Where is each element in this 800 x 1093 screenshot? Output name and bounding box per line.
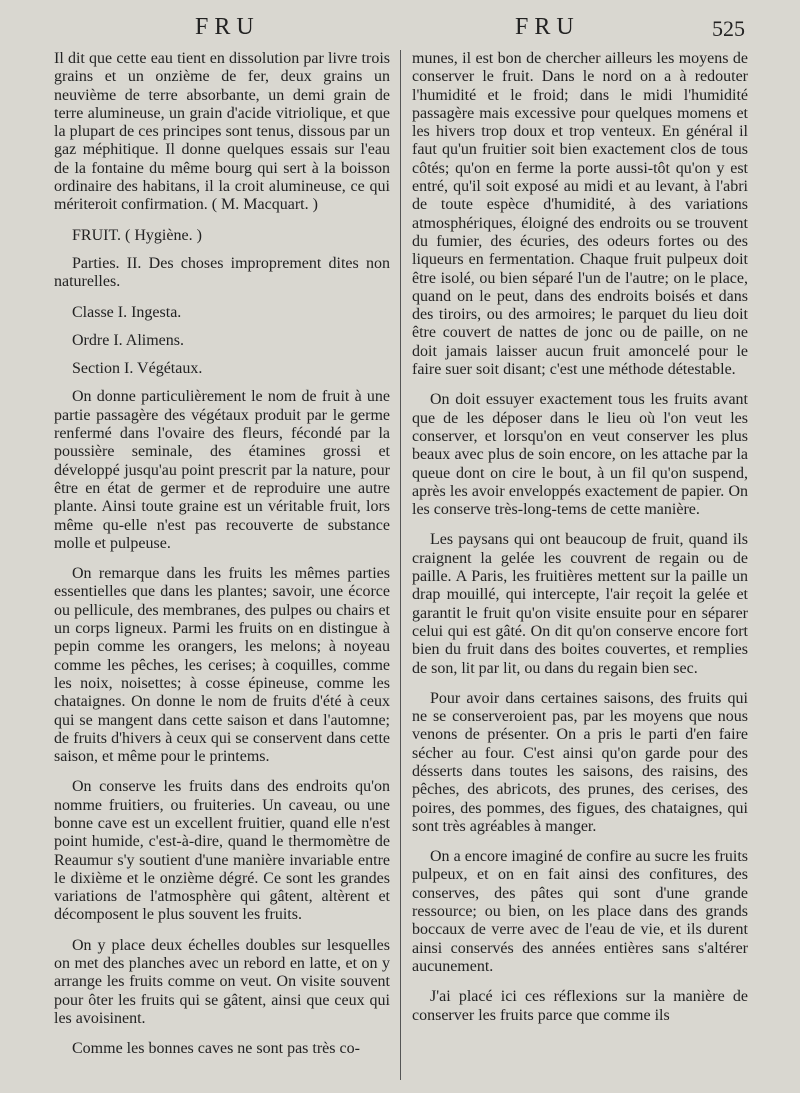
page-number: 525 [712, 16, 745, 41]
paragraph: munes, il est bon de chercher ailleurs les moyens de conserver le fruit. Dans le nord on a à redouter l'humidité et le froid; dans le midi l'humidité passagère mais excessive pour quelques momens et les hivers trop doux et trop venteux. En général il faut qu'un fruitier soit bien exactement clos de tous côtés; qu'on en ferme la porte aussi-tôt qu'on y est entré, qu'il soit exposé au midi et au levant, à l'abri de toute espèce d'humidité, à des variations atmosphériques, éloigné des endroits ou se trouvent du fumier, des écuries, des odeurs fortes ou des liqueurs en fermentation. Chaque fruit pulpeux doit être isolé, ou bien séparé l'un de l'autre; on le place, quand on le peut, dans des endroits boisés et dans des tiroirs, ou des armoires; le parquet du lieu doit être couvert de nattes de jonc ou de paille, on ne doit jamais laisser aucun fruit amoncelé pour le faire suer soit disant; c'est une méthode détestable. [412, 50, 748, 379]
paragraph: Les paysans qui ont beaucoup de fruit, quand ils craignent la gelée les couvrent de regain ou de paille. A Paris, les fruitières mettent sur la paille un drap mouillé, qui intercepte, l'air reçoit la gelée et garantit le fruit qu'on visite ensuite pour en séparer celui qui est gâté. On dit qu'on conserve encore fort bien du fruit dans des boites couvertes, et remplies de son, lit par lit, ou dans du regain bien sec. [412, 531, 748, 677]
classification-parties: Parties. II. Des choses improprement dites non naturelles. [54, 254, 390, 291]
paragraph: On y place deux échelles doubles sur lesquelles on met des planches avec un rebord en latte, et on y arrange les fruits comme on veut. On visite souvent pour ôter les fruits qui se gâtent, ainsi que ceux qui les avoisinent. [54, 936, 390, 1027]
running-head-right: FRU [515, 14, 580, 40]
classification-ordre: Ordre I. Alimens. [72, 331, 184, 349]
paragraph: On remarque dans les fruits les mêmes parties essentielles que dans les plantes; savoir, une écorce ou pellicule, des membranes, des pulpes ou chairs et un corps ligneux. Parmi les fruits on en distingue à pepin comme les orangers, les melons; à noyeau comme les pêches, les cerises; à coquilles, comme les noix, noisettes; à cosse épineuse, comme les chataignes. On donne le nom de fruits d'été à ceux qui se mangent dans cette saison et dans l'automne; de fruits d'hivers à ceux qui se conservent dans cette saison, et même pour le printems. [54, 565, 390, 766]
left-column [54, 50, 390, 1071]
right-column [412, 50, 748, 1037]
classification-section: Section I. Végétaux. [72, 360, 203, 378]
paragraph: Il dit que cette eau tient en dissolution par livre trois grains et un onzième de fer, deux grains un neuvième de terre absorbante, un demi grain de terre alumineuse, un grain d'acide vitriolique, et que la plupart de ces principes sont tenus, dissous par un gaz méphitique. Il donne quelques essais sur l'eau de la fontaine du même bourg qui sert à la boisson ordinaire des habitans, il la croit alumineuse, ce qui mériteroit confirmation. ( M. Macquart. ) [54, 50, 390, 214]
column-divider [400, 50, 401, 1080]
paragraph: J'ai placé ici ces réflexions sur la manière de conserver les fruits parce que comme ils [412, 988, 748, 1024]
running-head-left: FRU [195, 14, 260, 40]
paragraph: Comme les bonnes caves ne sont pas très co- [72, 1040, 360, 1058]
classification-classe: Classe I. Ingesta. [72, 303, 182, 321]
paragraph: On donne particulièrement le nom de fruit à une partie passagère des végétaux produit par le germe renfermé dans l'ovaire des fleurs, fécondé par la poussière seminale, des étamines grossi et développé jusqu'au point prescrit par la nature, pour être en état de germer et de reproduire une autre plante. Ainsi toute graine est un véritable fruit, lors même qu-elle n'est pas recouverte de substance molle et pulpeuse. [54, 388, 390, 552]
paragraph: On conserve les fruits dans des endroits qu'on nomme fruitiers, ou fruiteries. Un caveau, ou une bonne cave est un excellent fruitier, quand elle n'est point humide, c'est-à-dire, quand le thermomètre de Reaumur s'y soutient d'une manière invariable entre le dixième et le onzième dégré. Ce sont les grandes variations de l'atmosphère qui gâtent, altèrent et décomposent le plus souvent les fruits. [54, 778, 390, 924]
page-header [0, 14, 800, 48]
paragraph: Pour avoir dans certaines saisons, des fruits qui ne se conserveroient pas, par les moyens que nous venons de présenter. On a pris le parti d'en faire sécher au four. C'est ainsi qu'on garde pour des désserts dans toutes les saisons, des raisins, des pêches, des abricots, des prunes, des cerises, des poires, des pommes, des figues, des chataignes, qui sont très agréables à manger. [412, 689, 748, 835]
paragraph: On doit essuyer exactement tous les fruits avant que de les déposer dans le lieu où l'on veut les conserver, et lorsqu'on en veut conserver les plus beaux avec plus de soin encore, on les attache par la queue dont on cire le bout, à un fil qu'on suspend, après les avoir enveloppés exactement de papier. On les conserve très-long-tems de cette manière. [412, 391, 748, 519]
article-heading: FRUIT. ( Hygiène. ) [72, 226, 202, 244]
paragraph: On a encore imaginé de confire au sucre les fruits pulpeux, et on en fait ainsi des confitures, des conserves, des pâtes qui sont d'une grande ressource; ou bien, on les place dans des grands boccaux de verre avec de l'eau de vie, et ils durent ainsi conservés des années entières sans s'altérer aucunement. [412, 848, 748, 975]
